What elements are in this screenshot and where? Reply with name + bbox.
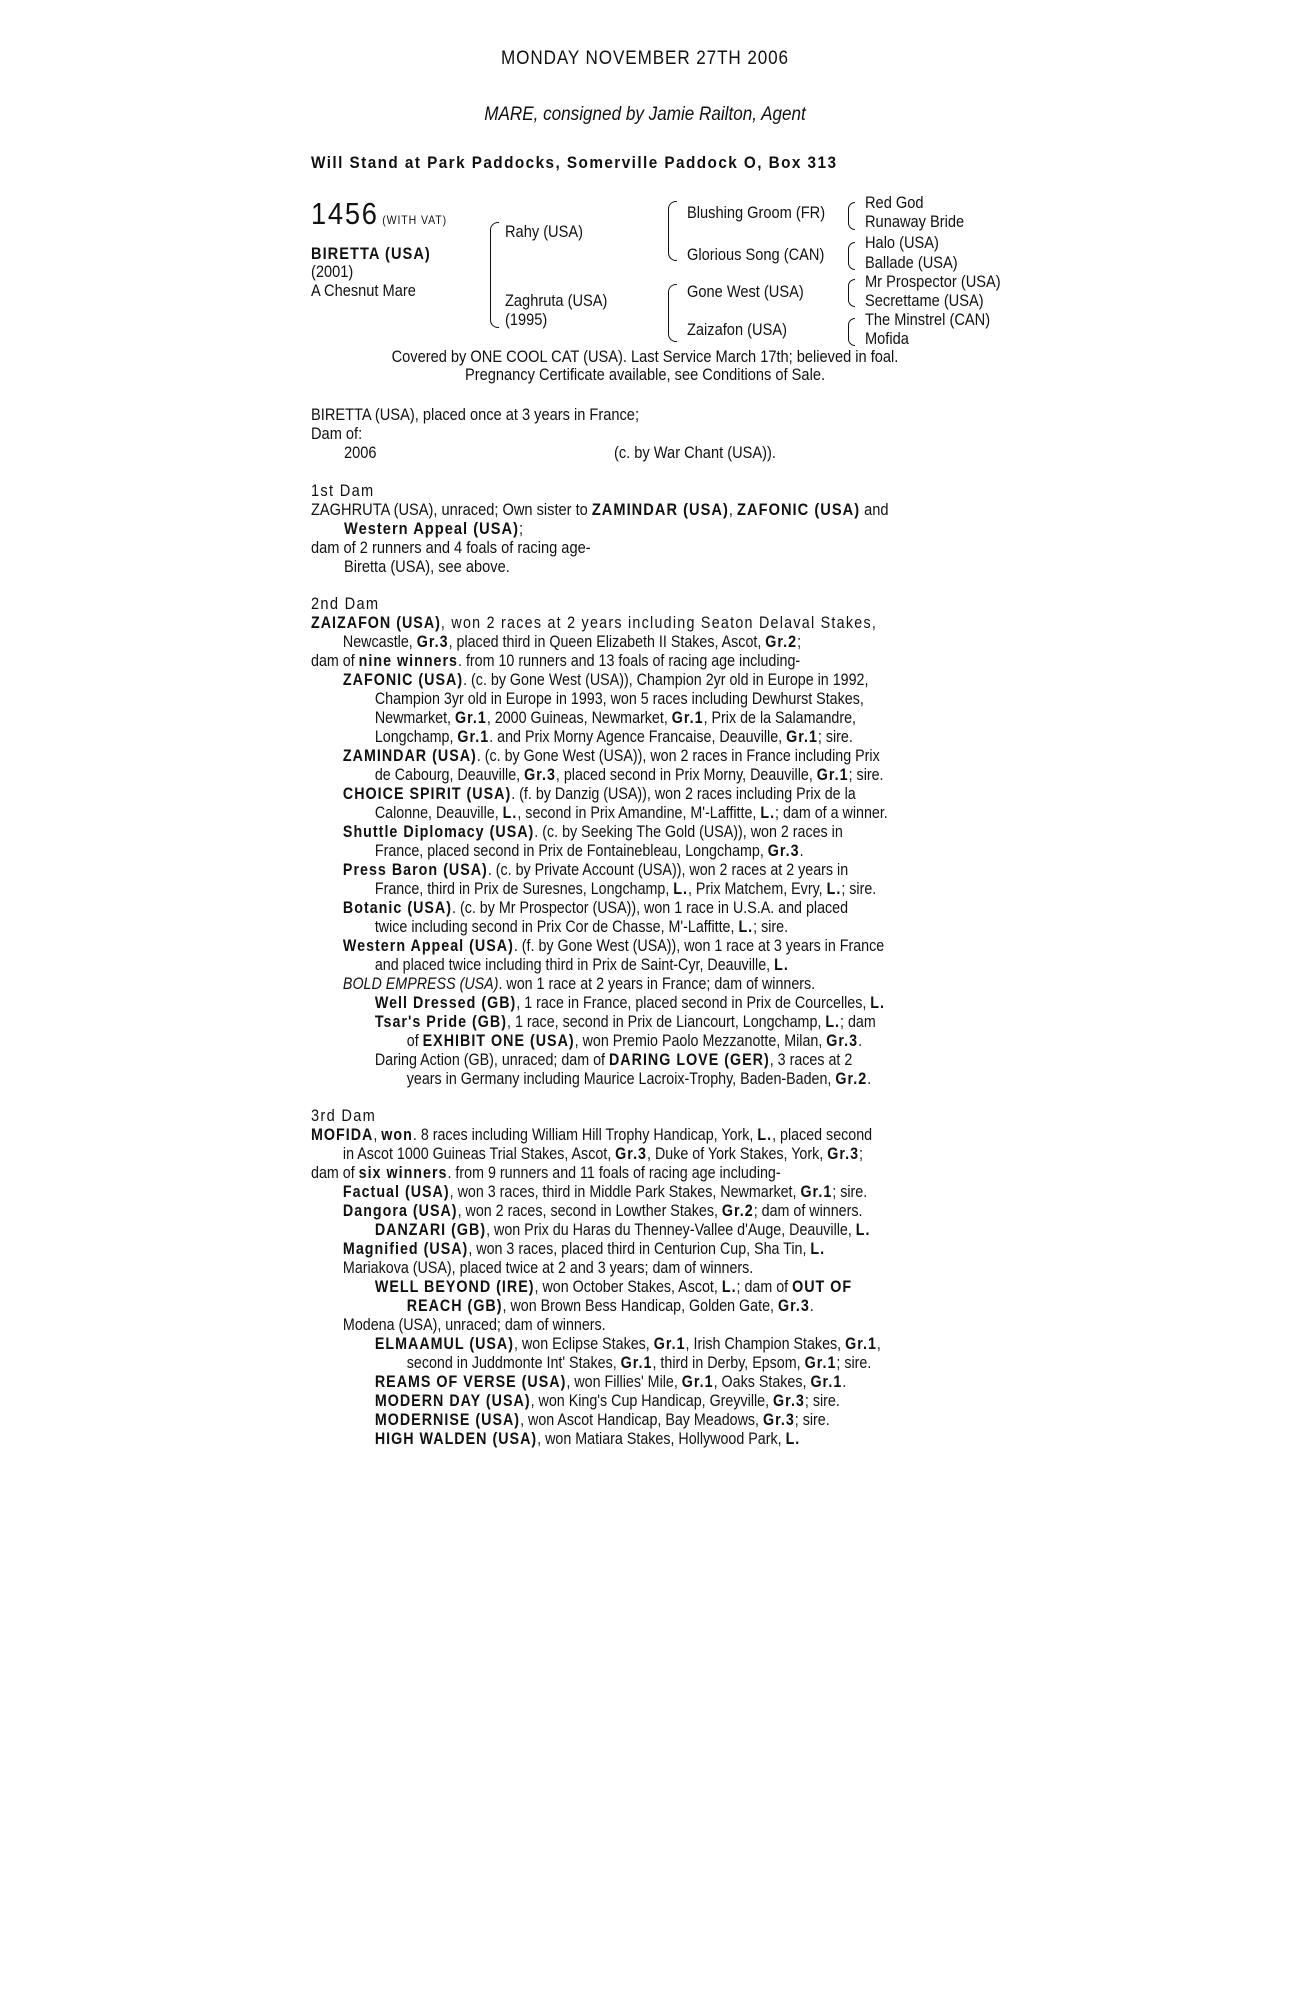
third-dam-text-span: ; sire. [804, 1391, 840, 1410]
third-dam-text-span: dam of [311, 1163, 359, 1182]
third-dam-text-span: . 8 races including William Hill Trophy Handicap, York, [412, 1125, 758, 1144]
first-dam-sibling-1: ZAMINDAR (USA) [591, 500, 729, 519]
second-dam-text-span: Gr.1 [457, 727, 490, 746]
third-dam-text-span: ; [859, 1144, 864, 1163]
third-dam-text-span: ; dam of [736, 1277, 793, 1296]
first-dam-sep: , [728, 500, 738, 519]
second-dam-text-span: . (f. by Gone West (USA)), won 1 race at 3 years in France [513, 936, 885, 955]
lot-number-value: 1456 [311, 196, 379, 231]
pedigree-sire: Rahy (USA) [505, 222, 583, 241]
lot-number [311, 196, 447, 232]
third-dam-line [311, 1353, 1017, 1372]
second-dam-text-span: France, third in Prix de Suresnes, Longchamp, [374, 879, 674, 898]
third-dam-text-span: L. [785, 1429, 801, 1448]
pedigree-sire-dam: Glorious Song (CAN) [687, 245, 825, 264]
second-dam-line [311, 632, 1017, 651]
second-dam-text-span: Gr.1 [816, 765, 849, 784]
third-dam-text-span: , won October Stakes, Ascot, [534, 1277, 722, 1296]
second-dam-text-span: EXHIBIT ONE (USA) [422, 1031, 575, 1050]
third-dam-text-span: second in Juddmonte Int' Stakes, [406, 1353, 621, 1372]
first-dam-semicolon: ; [518, 519, 524, 538]
third-dam-text-span: L. [810, 1239, 826, 1258]
third-dam-text-span: Gr.2 [721, 1201, 754, 1220]
third-dam-text-span: . from 9 runners and 11 foals of racing age including- [447, 1163, 781, 1182]
produce-year: 2006 [344, 443, 377, 462]
third-dam-text-span: OUT OF [792, 1277, 853, 1296]
second-dam-text-span: ; dam of a winner. [775, 803, 888, 822]
pedigree-sss: Red God [865, 193, 924, 212]
second-dam-text-span: and placed twice including third in Prix de Saint-Cyr, Deauville, [374, 955, 775, 974]
produce-foal: (c. by War Chant (USA)). [614, 443, 776, 462]
third-dam-text-span: MODERNISE (USA) [374, 1410, 521, 1429]
third-dam-text-span: MOFIDA [311, 1125, 374, 1144]
second-dam-text-span: Gr.3 [524, 765, 556, 784]
third-dam-text-span: , Duke of York Stakes, York, [647, 1144, 828, 1163]
third-dam-text-span: ; sire. [832, 1182, 868, 1201]
second-dam-text-span: ; [797, 632, 802, 651]
horse-year: (2001) [311, 262, 354, 281]
second-dam-text-span: Botanic (USA) [342, 898, 453, 917]
first-dam-line-1 [311, 500, 889, 520]
third-dam-text-span: Gr.1 [681, 1372, 714, 1391]
third-dam-line [311, 1391, 1017, 1410]
third-dam-text-span: six winners [358, 1163, 448, 1182]
second-dam-line [311, 1069, 1017, 1088]
second-dam-text-span: . (c. by Private Account (USA)), won 2 races at 2 years in [487, 860, 849, 879]
third-dam-line [311, 1201, 1017, 1220]
second-dam-heading: 2nd Dam [311, 594, 380, 613]
third-dam-text-span: Mariakova (USA), placed twice at 2 and 3 years; dam of winners. [342, 1258, 754, 1277]
second-dam-text-span: , Prix Matchem, Evry, [688, 879, 827, 898]
third-dam-text-span: Gr.1 [845, 1334, 877, 1353]
vat-note: (WITH VAT) [382, 213, 447, 227]
second-dam-text-span: ; sire. [841, 879, 877, 898]
third-dam-text-span: ELMAAMUL (USA) [374, 1334, 515, 1353]
third-dam-text-span: REAMS OF VERSE (USA) [374, 1372, 567, 1391]
horse-description: A Chesnut Mare [311, 281, 416, 300]
third-dam-text-span: L. [721, 1277, 737, 1296]
second-dam-text-span: Gr.3 [826, 1031, 859, 1050]
third-dam-text-span: , Oaks Stakes, [713, 1372, 811, 1391]
pedigree-dss: Mr Prospector (USA) [865, 272, 1001, 291]
second-dam-text-span: ; sire. [817, 727, 853, 746]
second-dam-text-span: Well Dressed (GB) [374, 993, 517, 1012]
second-dam-text-span: Gr.1 [786, 727, 818, 746]
consignor-line: MARE, consigned by Jamie Railton, Agent [484, 104, 806, 125]
pedigree-ssd: Runaway Bride [865, 212, 965, 231]
second-dam-line [311, 613, 1017, 632]
second-dam-text-span: of [406, 1031, 423, 1050]
second-dam-line [311, 1012, 1017, 1031]
third-dam-text-span: won [381, 1125, 413, 1144]
second-dam-text-span: L. [870, 993, 886, 1012]
second-dam-text-span: Calonne, Deauville, [374, 803, 503, 822]
second-dam-text-span: . from 10 runners and 13 foals of racing age including- [458, 651, 801, 670]
third-dam-text-span: , won Fillies' Mile, [566, 1372, 682, 1391]
third-dam-text-span: , won 2 races, second in Lowther Stakes, [457, 1201, 722, 1220]
second-dam-text-span: twice including second in Prix Cor de Chasse, M'-Laffitte, [374, 917, 739, 936]
pedigree-ddd: Mofida [865, 329, 909, 348]
third-dam-text-span: HIGH WALDEN (USA) [374, 1429, 538, 1448]
second-dam-line [311, 784, 1017, 803]
third-dam-text-span: , won Ascot Handicap, Bay Meadows, [520, 1410, 763, 1429]
second-dam-text-span: Newmarket, [374, 708, 455, 727]
second-dam-line [311, 993, 1017, 1012]
third-dam-text-span: , placed second [772, 1125, 873, 1144]
third-dam-line [311, 1277, 1017, 1296]
pedigree-dds: The Minstrel (CAN) [865, 310, 991, 329]
third-dam-text-span: , [373, 1125, 382, 1144]
second-dam-line [311, 803, 1017, 822]
second-dam-line [311, 955, 1017, 974]
second-dam-text-span: ZAMINDAR (USA) [342, 746, 477, 765]
second-dam-text-span: . [799, 841, 804, 860]
third-dam-text-span: Gr.1 [800, 1182, 833, 1201]
pedigree-brace-sd [848, 242, 855, 270]
first-dam-line-4: Biretta (USA), see above. [344, 557, 510, 576]
third-dam-text-span: MODERN DAY (USA) [374, 1391, 531, 1410]
second-dam-text-span: France, placed second in Prix de Fontainebleau, Longchamp, [374, 841, 768, 860]
second-dam-text-span: ZAFONIC (USA) [342, 670, 464, 689]
third-dam-text-span: Gr.3 [773, 1391, 805, 1410]
third-dam-text-span: Gr.3 [615, 1144, 648, 1163]
sale-date: MONDAY NOVEMBER 27TH 2006 [501, 48, 789, 69]
second-dam-text-span: DARING LOVE (GER) [608, 1050, 770, 1069]
second-dam-line [311, 879, 1017, 898]
second-dam-line [311, 936, 1017, 955]
second-dam-text-span: L. [673, 879, 689, 898]
second-dam-text-span: , 2000 Guineas, Newmarket, [486, 708, 672, 727]
third-dam-text-span: Gr.3 [827, 1144, 860, 1163]
second-dam-line [311, 917, 1017, 936]
first-dam-text: ZAGHRUTA (USA), unraced; Own sister to [311, 500, 592, 519]
pedigree-dam-sire: Gone West (USA) [687, 282, 804, 301]
second-dam-text-span: . [867, 1069, 872, 1088]
third-dam-text-span: ; sire. [794, 1410, 830, 1429]
second-dam-text-span: Press Baron (USA) [342, 860, 488, 879]
second-dam-text-span: Champion 3yr old in Europe in 1993, won 5 races including Dewhurst Stakes, [374, 689, 864, 708]
second-dam-text-span: , 1 race, second in Prix de Liancourt, Longchamp, [507, 1012, 826, 1031]
pedigree-dam-year: (1995) [505, 310, 548, 329]
second-dam-text-span: . [858, 1031, 863, 1050]
third-dam-text-span: Gr.1 [804, 1353, 837, 1372]
third-dam-line [311, 1334, 1017, 1353]
third-dam-text-span: Gr.1 [810, 1372, 843, 1391]
third-dam-text-span: Factual (USA) [342, 1182, 450, 1201]
second-dam-text-span: ; sire. [753, 917, 789, 936]
second-dam-line [311, 1050, 1017, 1069]
third-dam-text-span: Modena (USA), unraced; dam of winners. [342, 1315, 606, 1334]
second-dam-text-span: . (c. by Mr Prospector (USA)), won 1 race in U.S.A. and placed [452, 898, 849, 917]
first-dam-sibling-2: ZAFONIC (USA) [737, 500, 861, 519]
third-dam-text [311, 1125, 1151, 1448]
third-dam-line [311, 1296, 1017, 1315]
third-dam-text-span: Dangora (USA) [342, 1201, 458, 1220]
second-dam-text-span: L. [774, 955, 789, 974]
second-dam-text-span: Tsar's Pride (GB) [374, 1012, 508, 1031]
second-dam-line [311, 1031, 1017, 1050]
third-dam-heading: 3rd Dam [311, 1106, 377, 1125]
pedigree-dam: Zaghruta (USA) [505, 291, 608, 310]
second-dam-text [311, 613, 1151, 1088]
second-dam-text-span: , second in Prix Amandine, M'-Laffitte, [517, 803, 761, 822]
second-dam-text-span: ZAIZAFON (USA) [311, 613, 441, 632]
third-dam-line [311, 1372, 1017, 1391]
second-dam-text-span: Gr.3 [767, 841, 800, 860]
second-dam-line [311, 822, 1017, 841]
third-dam-text-span: L. [757, 1125, 773, 1144]
third-dam-text-span: , won Brown Bess Handicap, Golden Gate, [502, 1296, 778, 1315]
pedigree-sire-sire: Blushing Groom (FR) [687, 203, 826, 222]
third-dam-text-span: Gr.1 [620, 1353, 653, 1372]
third-dam-line [311, 1410, 1017, 1429]
first-dam-and: and [860, 500, 889, 519]
first-dam-sibling-3: Western Appeal (USA) [344, 519, 519, 538]
third-dam-text-span: Gr.1 [653, 1334, 686, 1353]
third-dam-text-span: Magnified (USA) [342, 1239, 469, 1258]
pedigree-brace-ds [848, 279, 855, 307]
pedigree-brace-dam [668, 284, 677, 342]
second-dam-line [311, 708, 1017, 727]
second-dam-text-span: years in Germany including Maurice Lacroix-Trophy, Baden-Baden, [406, 1069, 836, 1088]
third-dam-text-span: , [876, 1334, 881, 1353]
second-dam-text-span: nine winners [358, 651, 459, 670]
second-dam-text-span: Gr.2 [835, 1069, 868, 1088]
produce-line-1: BIRETTA (USA), placed once at 3 years in France; [311, 405, 640, 424]
pedigree-brace-sire [668, 201, 677, 261]
second-dam-text-span: L. [825, 1012, 841, 1031]
second-dam-text-span: . (c. by Gone West (USA)), won 2 races in France including Prix [476, 746, 880, 765]
third-dam-line [311, 1144, 1017, 1163]
third-dam-line [311, 1239, 1017, 1258]
second-dam-text-span: Gr.2 [765, 632, 798, 651]
third-dam-text-span: , won 3 races, placed third in Centurion Cup, Sha Tin, [468, 1239, 811, 1258]
third-dam-line [311, 1220, 1017, 1239]
second-dam-text-span: . and Prix Morny Agence Francaise, Deauville, [489, 727, 787, 746]
third-dam-text-span: , third in Derby, Epsom, [652, 1353, 805, 1372]
second-dam-text-span: Gr.3 [416, 632, 449, 651]
third-dam-line [311, 1125, 1017, 1144]
second-dam-text-span: Newcastle, [342, 632, 417, 651]
second-dam-text-span: BOLD EMPRESS (USA) [342, 974, 499, 993]
second-dam-text-span: , placed third in Queen Elizabeth II Stakes, Ascot, [448, 632, 766, 651]
second-dam-line [311, 860, 1017, 879]
third-dam-text-span: L. [855, 1220, 871, 1239]
stand-location: Will Stand at Park Paddocks, Somerville Paddock O, Box 313 [311, 153, 838, 172]
second-dam-text-span: Daring Action (GB), unraced; dam of [374, 1050, 609, 1069]
third-dam-text-span: , won 3 races, third in Middle Park Stakes, Newmarket, [449, 1182, 801, 1201]
second-dam-text-span: Gr.1 [454, 708, 487, 727]
second-dam-text-span: Shuttle Diplomacy (USA) [342, 822, 535, 841]
first-dam-line-3: dam of 2 runners and 4 foals of racing age- [311, 538, 591, 557]
second-dam-line [311, 651, 1017, 670]
third-dam-text-span: , won King's Cup Handicap, Greyville, [530, 1391, 774, 1410]
third-dam-text-span: WELL BEYOND (IRE) [374, 1277, 535, 1296]
third-dam-text-span: DANZARI (GB) [374, 1220, 487, 1239]
pedigree-sds: Halo (USA) [865, 233, 939, 252]
third-dam-text-span: ; sire. [836, 1353, 872, 1372]
pedigree-dsd: Secrettame (USA) [865, 291, 984, 310]
first-dam-line-2 [344, 519, 523, 539]
second-dam-line [311, 841, 1017, 860]
horse-name: BIRETTA (USA) [311, 244, 431, 263]
pedigree-dam-dam: Zaizafon (USA) [687, 320, 787, 339]
second-dam-text-span: Gr.1 [671, 708, 704, 727]
second-dam-line [311, 974, 1017, 993]
second-dam-text-span: dam of [311, 651, 359, 670]
third-dam-text-span: , Irish Champion Stakes, [685, 1334, 846, 1353]
third-dam-text-span: , won Matiara Stakes, Hollywood Park, [537, 1429, 786, 1448]
third-dam-text-span: . [842, 1372, 847, 1391]
second-dam-line [311, 670, 1017, 689]
second-dam-text-span: , placed second in Prix Morny, Deauville, [555, 765, 817, 784]
pedigree-brace-ss [848, 202, 855, 230]
second-dam-text-span: ; dam [840, 1012, 876, 1031]
third-dam-line [311, 1182, 1017, 1201]
first-dam-heading: 1st Dam [311, 481, 375, 500]
third-dam-line [311, 1258, 1017, 1277]
second-dam-text-span: , Prix de la Salamandre, [703, 708, 856, 727]
second-dam-text-span: ; sire. [848, 765, 884, 784]
second-dam-text-span: L. [738, 917, 754, 936]
second-dam-text-span: Longchamp, [374, 727, 458, 746]
second-dam-line [311, 898, 1017, 917]
third-dam-text-span: , won Eclipse Stakes, [514, 1334, 654, 1353]
second-dam-text-span: L. [760, 803, 776, 822]
second-dam-line [311, 689, 1017, 708]
third-dam-text-span: ; dam of winners. [753, 1201, 863, 1220]
third-dam-text-span: in Ascot 1000 Guineas Trial Stakes, Ascot, [342, 1144, 616, 1163]
second-dam-text-span: . (c. by Seeking The Gold (USA)), won 2 races in [534, 822, 843, 841]
covered-line-1: Covered by ONE COOL CAT (USA). Last Service March 17th; believed in foal. [391, 347, 899, 366]
pedigree-brace-dd [848, 318, 855, 346]
second-dam-text-span: , won 2 races at 2 years including Seaton Delaval Stakes, [440, 613, 878, 632]
produce-line-2: Dam of: [311, 424, 363, 443]
second-dam-text-span: , won Premio Paolo Mezzanotte, Milan, [574, 1031, 827, 1050]
third-dam-text-span: . [809, 1296, 814, 1315]
third-dam-text-span: Gr.3 [777, 1296, 810, 1315]
pedigree-sdd: Ballade (USA) [865, 253, 958, 272]
third-dam-text-span: Gr.3 [762, 1410, 795, 1429]
third-dam-line [311, 1163, 1017, 1182]
second-dam-line [311, 727, 1017, 746]
second-dam-text-span: . (c. by Gone West (USA)), Champion 2yr old in Europe in 1992, [463, 670, 869, 689]
third-dam-line [311, 1315, 1017, 1334]
third-dam-line [311, 1429, 1017, 1448]
second-dam-line [311, 765, 1017, 784]
second-dam-text-span: de Cabourg, Deauville, [374, 765, 525, 784]
covered-line-2: Pregnancy Certificate available, see Conditions of Sale. [464, 365, 826, 384]
second-dam-text-span: CHOICE SPIRIT (USA) [342, 784, 512, 803]
second-dam-text-span: , 1 race in France, placed second in Prix de Courcelles, [516, 993, 871, 1012]
second-dam-text-span: , 3 races at 2 [769, 1050, 853, 1069]
second-dam-text-span: L. [826, 879, 842, 898]
second-dam-text-span: Western Appeal (USA) [342, 936, 514, 955]
third-dam-text-span: REACH (GB) [406, 1296, 503, 1315]
second-dam-line [311, 746, 1017, 765]
second-dam-text-span: L. [502, 803, 518, 822]
second-dam-text-span: . (f. by Danzig (USA)), won 2 races including Prix de la [511, 784, 856, 803]
pedigree-brace-1 [490, 222, 499, 328]
third-dam-text-span: , won Prix du Haras du Thenney-Vallee d'Auge, Deauville, [486, 1220, 856, 1239]
second-dam-text-span: . won 1 race at 2 years in France; dam of winners. [498, 974, 816, 993]
